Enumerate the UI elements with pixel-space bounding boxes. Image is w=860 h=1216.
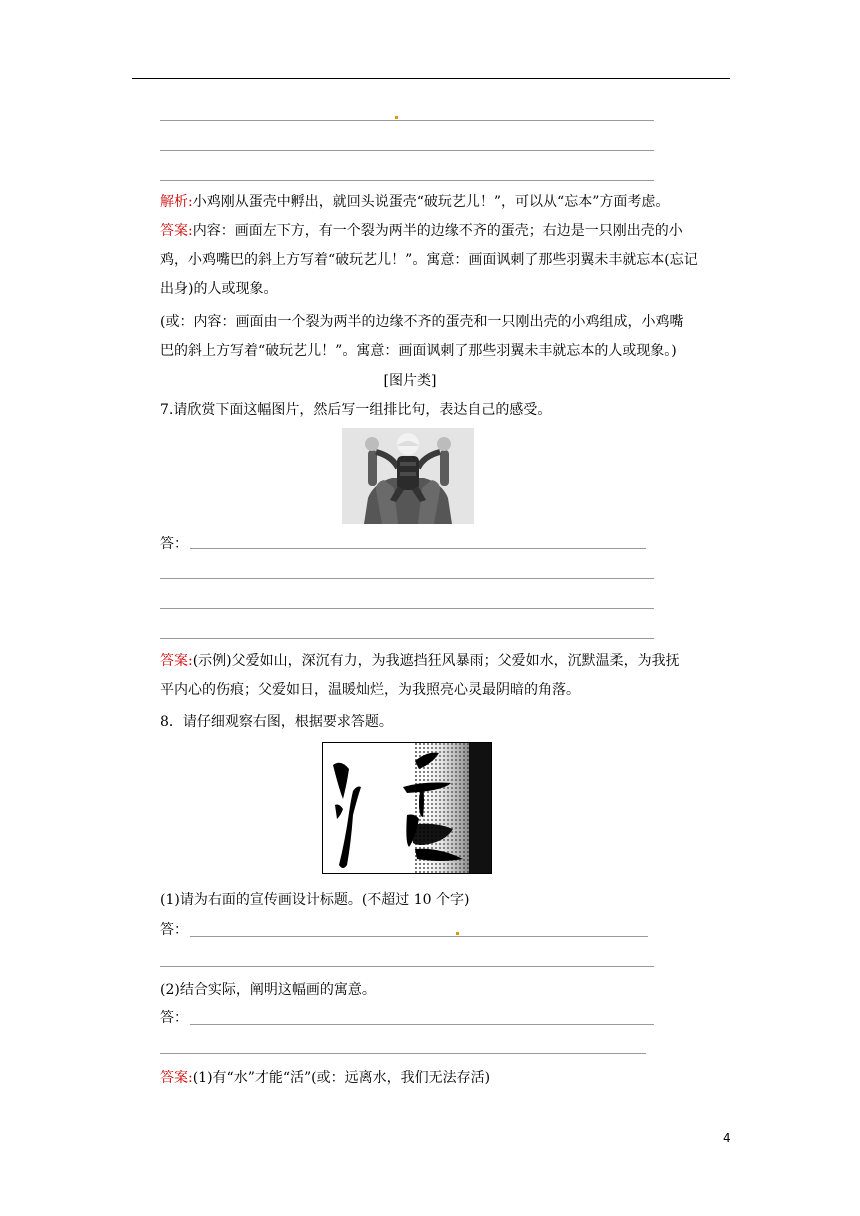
answer-line[interactable] xyxy=(190,548,646,549)
answer-line[interactable] xyxy=(160,1053,646,1054)
answer-label: 答案: xyxy=(160,223,193,239)
calligraphy-poster xyxy=(322,742,492,874)
q8-answer xyxy=(160,1064,660,1093)
orange-mark xyxy=(395,116,398,119)
header-rule xyxy=(132,78,730,79)
answer-line[interactable] xyxy=(160,578,654,579)
answer-line xyxy=(160,120,654,121)
q6-analysis xyxy=(160,188,670,217)
analysis-label: 解析: xyxy=(160,194,193,210)
answer-text: (示例)父爱如山，深沉有力，为我遮挡狂风暴雨；父爱如水，沉默温柔，为我抚 xyxy=(192,653,680,669)
answer-line[interactable] xyxy=(160,638,654,639)
q8-sub1: (1)请为右面的宣传画设计标题。(不超过 10 个字) xyxy=(160,892,470,908)
analysis-text: 小鸡刚从蛋壳中孵出，就回头说蛋壳“破玩艺儿！”，可以从“忘本”方面考虑。 xyxy=(192,194,670,210)
section-title: [图片类] xyxy=(383,373,437,389)
answer-label: 答案: xyxy=(160,1070,193,1086)
page-number: 4 xyxy=(723,1131,731,1145)
q6-answer-line-1 xyxy=(160,217,683,246)
answer-line[interactable] xyxy=(160,966,654,967)
q8-prompt: 8．请仔细观察右图，根据要求答题。 xyxy=(160,714,393,730)
answer-prefix: 答： xyxy=(160,1010,188,1026)
photo-illustration xyxy=(342,428,474,524)
q7-answer-row xyxy=(160,536,654,552)
q6-answer-line-2: 鸡，小鸡嘴巴的斜上方写着“破玩艺儿！”。寓意：画面讽刺了那些羽翼未丰就忘本(忘记 xyxy=(160,252,698,268)
answer-label: 答案: xyxy=(160,653,193,669)
father-child-photo xyxy=(342,428,474,524)
q6-alt-line-2: 巴的斜上方写着“破玩艺儿！”。寓意：画面讽刺了那些羽翼未丰就忘本的人或现象。) xyxy=(160,343,677,359)
q7-answer-line-2: 平内心的伤痕；父爱如日，温暖灿烂，为我照亮心灵最阴暗的角落。 xyxy=(160,682,580,698)
answer-prefix: 答： xyxy=(160,922,188,938)
q6-alt-line-1: (或：内容：画面由一个裂为两半的边缘不齐的蛋壳和一只刚出壳的小鸡组成，小鸡嘴 xyxy=(160,314,684,330)
calligraphy-illustration xyxy=(323,743,491,873)
answer-prefix: 答： xyxy=(160,536,188,552)
q8-sub2: (2)结合实际，阐明这幅画的寓意。 xyxy=(160,982,376,998)
answer-line[interactable] xyxy=(190,936,648,937)
answer-line[interactable] xyxy=(190,1024,654,1025)
answer-line xyxy=(160,150,654,151)
answer-line[interactable] xyxy=(160,608,654,609)
q6-answer-line-3: 出身)的人或现象。 xyxy=(160,281,278,297)
orange-mark xyxy=(456,932,459,935)
answer-text: 内容：画面左下方，有一个裂为两半的边缘不齐的蛋壳；右边是一只刚出壳的小 xyxy=(192,223,683,239)
q7-answer-line-1 xyxy=(160,647,680,676)
answer-text: (1)有“水”才能“活”(或：远离水，我们无法存活) xyxy=(192,1070,491,1086)
answer-line xyxy=(160,180,654,181)
q7-prompt: 7.请欣赏下面这幅图片，然后写一组排比句，表达自己的感受。 xyxy=(160,402,552,418)
